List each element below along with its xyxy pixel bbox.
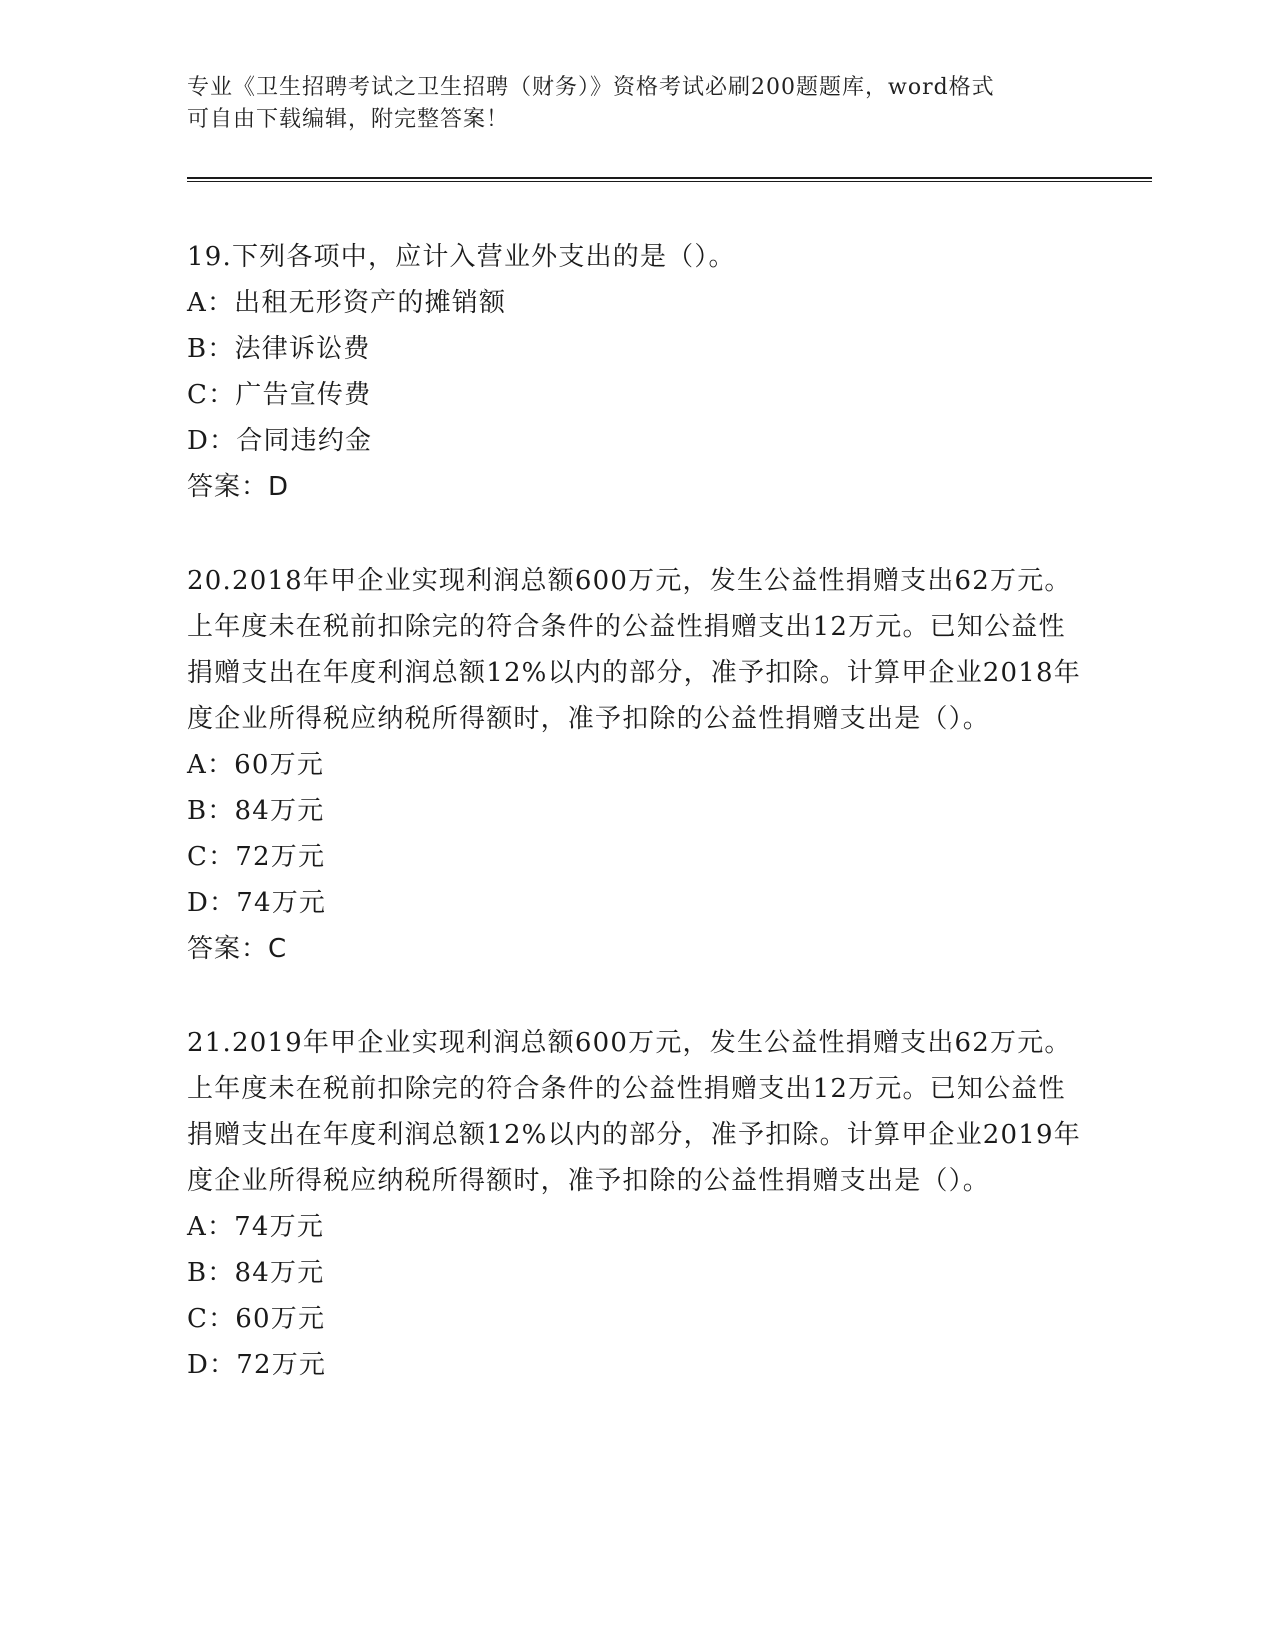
option-c: C：60万元 [187,1304,326,1334]
option-a: A：74万元 [187,1212,325,1242]
option-d: D：合同违约金 [187,426,373,456]
question-stem: 19.下列各项中，应计入营业外支出的是（）。 [187,242,736,272]
answer-line: 答案：D [187,472,290,502]
question-list [187,234,1087,1436]
question-stem: 20.2018年甲企业实现利润总额600万元，发生公益性捐赠支出62万元。上年度未在税前扣除完的符合条件的公益性捐赠支出12万元。已知公益性捐赠支出在年度利润总额12%以内的部分，准予扣除。计算甲企业2018年度企业所得税应纳税所得额时，准予扣除的公益性捐赠支出是（）。 [187,566,1081,734]
option-b: B：84万元 [187,796,325,826]
header-title-line: 专业《卫生招聘考试之卫生招聘（财务）》资格考试必刷200题题库，word格式 [187,75,995,100]
option-b: B：法律诉讼费 [187,334,371,364]
document-header [187,72,1067,136]
answer-line: 答案：C [187,934,288,964]
option-a: A：60万元 [187,750,325,780]
option-c: C：广告宣传费 [187,380,372,410]
option-a: A：出租无形资产的摊销额 [187,288,507,318]
question-19 [187,234,1087,510]
question-20 [187,558,1087,972]
question-21 [187,1020,1087,1388]
option-d: D：74万元 [187,888,327,918]
header-subtitle-line: 可自由下载编辑，附完整答案！ [187,107,510,132]
option-b: B：84万元 [187,1258,325,1288]
question-stem: 21.2019年甲企业实现利润总额600万元，发生公益性捐赠支出62万元。上年度未在税前扣除完的符合条件的公益性捐赠支出12万元。已知公益性捐赠支出在年度利润总额12%以内的部分，准予扣除。计算甲企业2019年度企业所得税应纳税所得额时，准予扣除的公益性捐赠支出是（）。 [187,1028,1081,1196]
header-divider [187,177,1152,182]
option-d: D：72万元 [187,1350,327,1380]
option-c: C：72万元 [187,842,326,872]
